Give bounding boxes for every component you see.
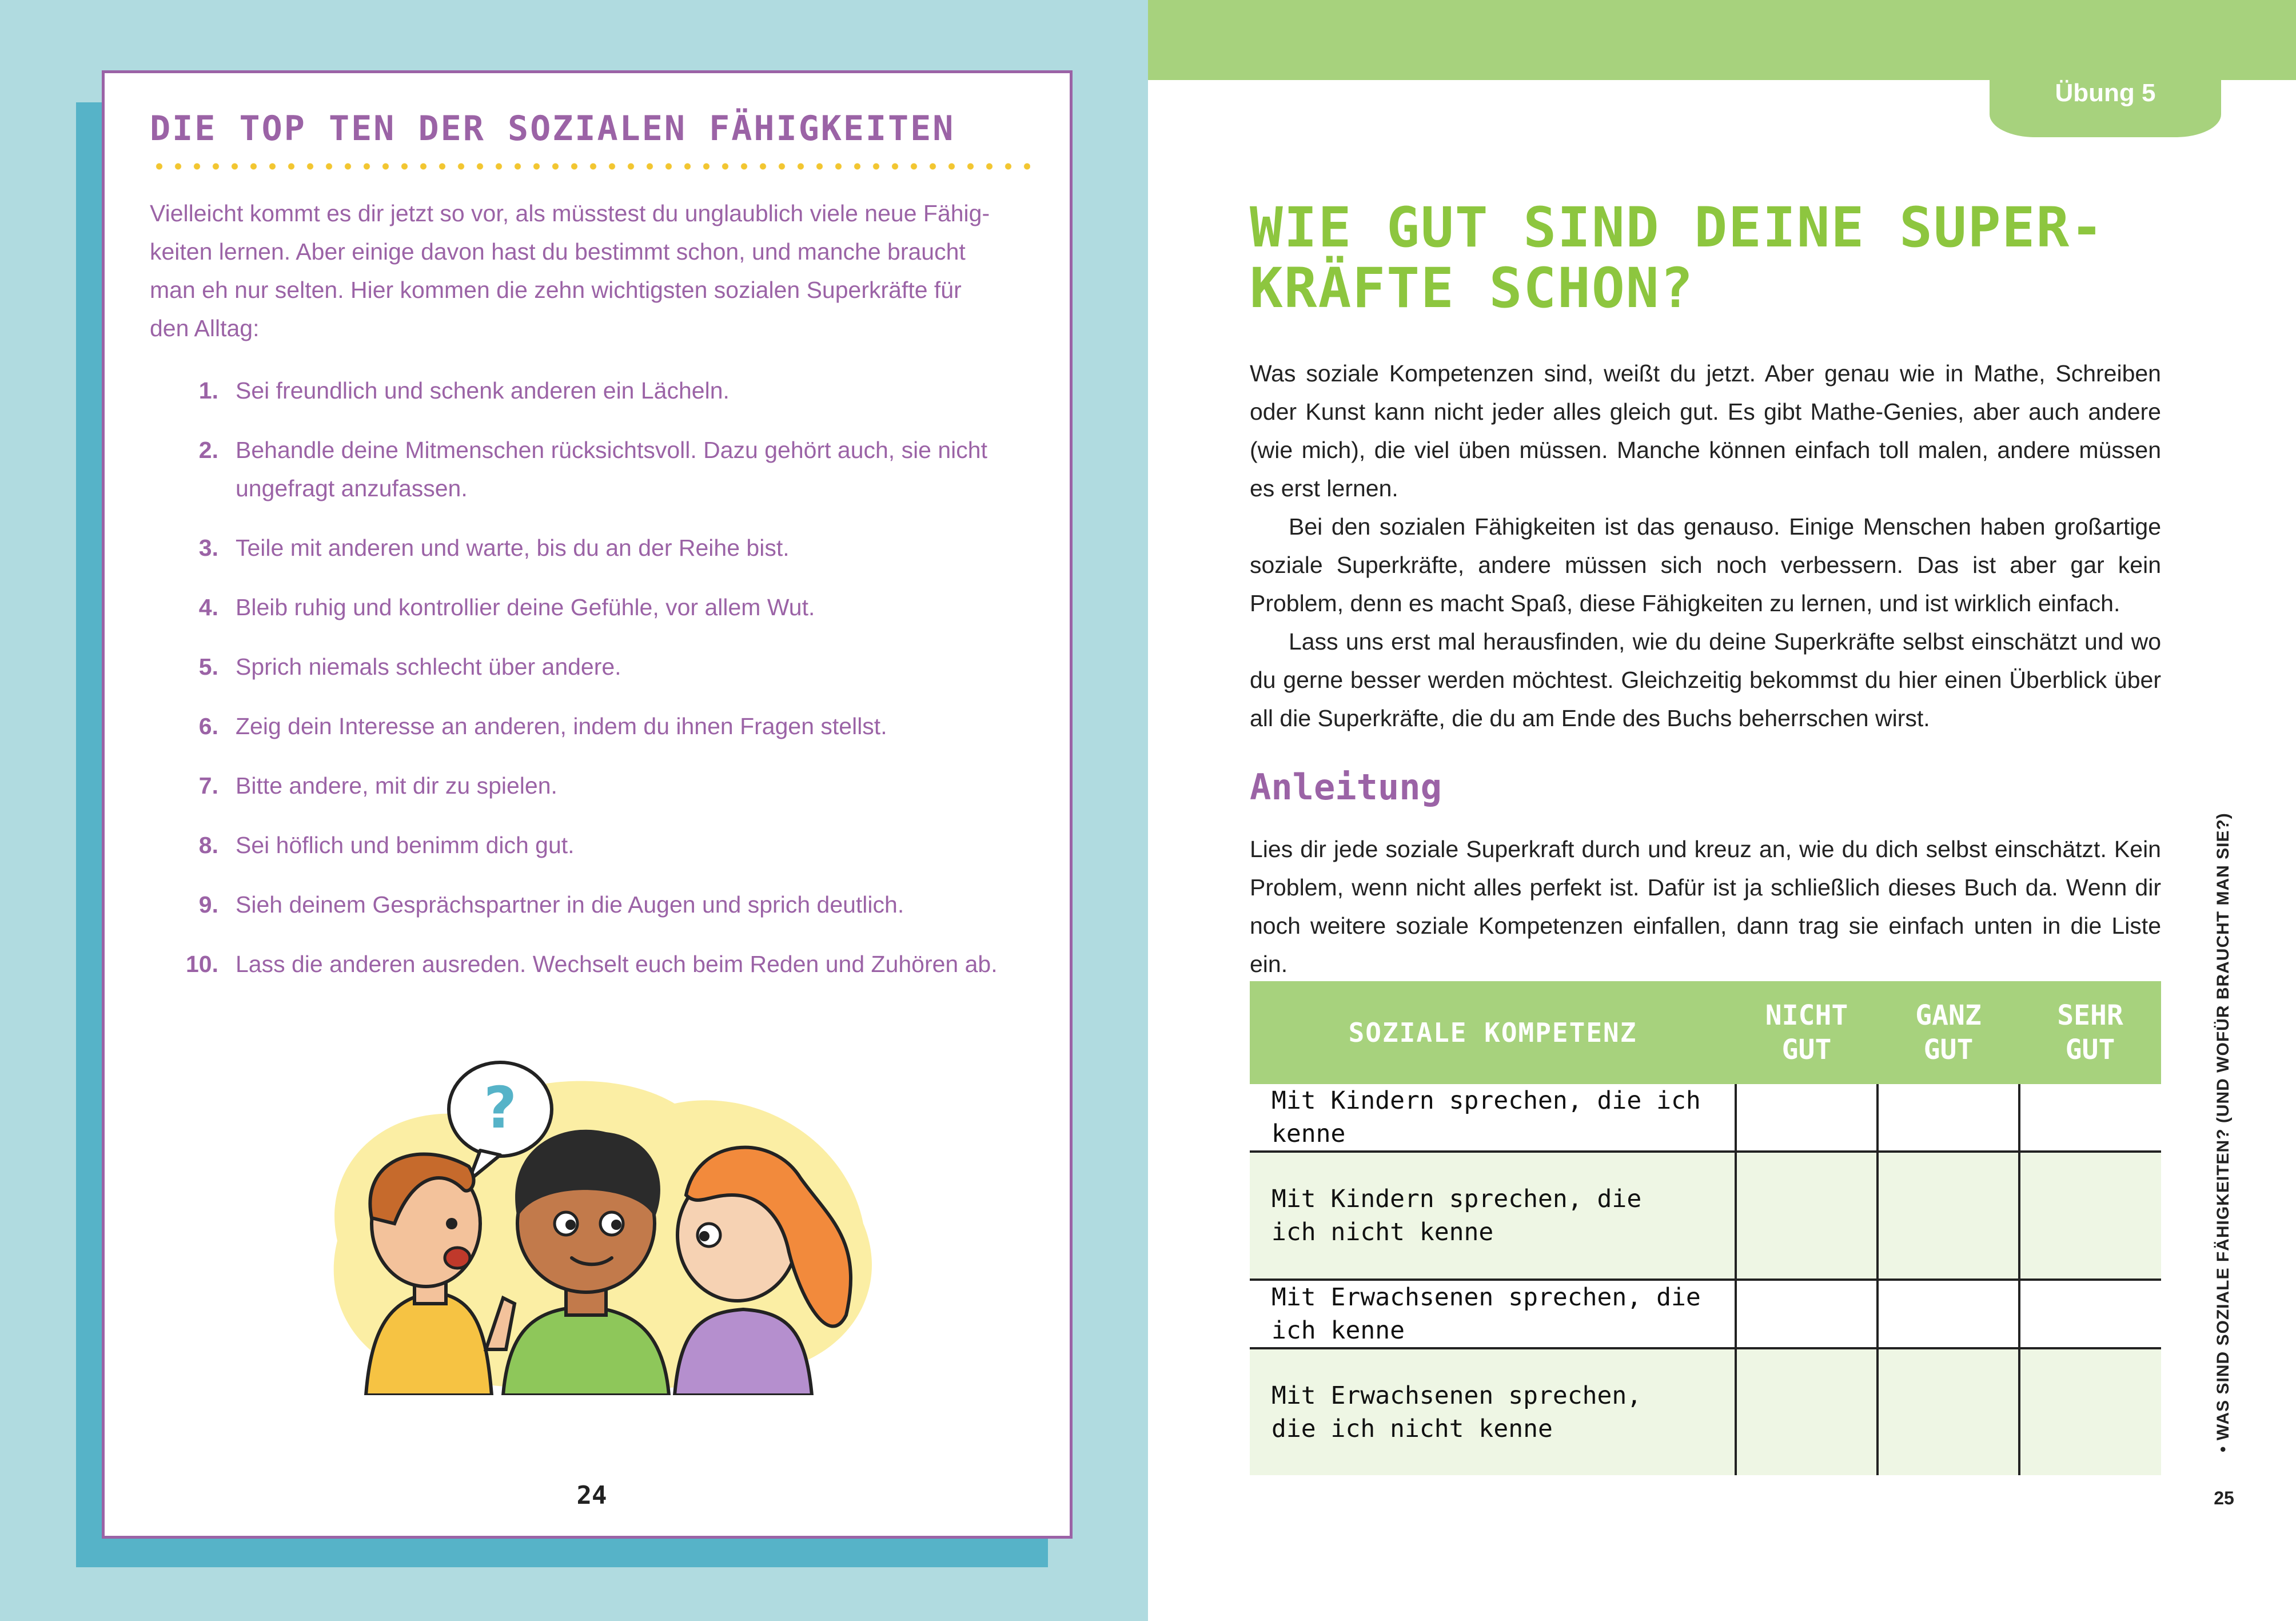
header-line: GUT: [1781, 1034, 1832, 1066]
list-number: 9.: [198, 891, 218, 918]
header-line: NICHT: [1765, 999, 1848, 1031]
table-row: [1250, 1084, 2161, 1152]
list-item: [172, 431, 1041, 508]
list-text: Bitte andere, mit dir zu spielen.: [236, 772, 557, 799]
list-item: [172, 372, 1041, 410]
list-number: 2.: [198, 437, 218, 463]
list-text: Sieh deinem Gesprächspartner in die Augen und sprich deutlich.: [236, 891, 904, 918]
table-header-row: [1250, 981, 2161, 1084]
instructions-text: Lies dir jede soziale Superkraft durch und kreuz an, wie du dich selbst einschätzt. Kein Problem, wenn nicht alles perfekt ist. Dafür ist ja schließlich dieses Buch da. Wenn dir noch weitere soziale Kompetenzen einfallen, dann trag sie einfach unten in die Liste ein.: [1250, 836, 2161, 977]
list-number: 6.: [198, 713, 218, 739]
list-item: [172, 945, 1041, 983]
title-line: KRÄFTE SCHON?: [1250, 256, 1695, 320]
skill-text: Mit Erwachsenen sprechen,: [1271, 1381, 1642, 1410]
section-title: DIE TOP TEN DER SOZIALEN FÄHIGKEITEN: [150, 109, 955, 149]
checkbox-very-good[interactable]: [2019, 1152, 2161, 1280]
checkbox-not-good[interactable]: [1736, 1348, 1878, 1475]
page-number-right: 25: [2214, 1488, 2234, 1508]
table-row: [1250, 1280, 2161, 1348]
checkbox-not-good[interactable]: [1736, 1280, 1878, 1348]
checkbox-very-good[interactable]: [2019, 1280, 2161, 1348]
list-number: 1.: [198, 377, 218, 404]
skills-table: [1250, 981, 2161, 1475]
list-text: Sprich niemals schlecht über andere.: [236, 654, 621, 680]
list-text: Behandle deine Mitmenschen rücksichtsvoll. Dazu gehört auch, sie nicht ungefragt anzufassen.: [236, 437, 987, 501]
list-number: 10.: [186, 951, 218, 977]
header-skill: SOZIALE KOMPETENZ: [1250, 981, 1736, 1084]
list-item: [172, 886, 1041, 924]
table-row: [1250, 1348, 2161, 1475]
list-text: Teile mit anderen und warte, bis du an der Reihe bist.: [236, 535, 790, 561]
list-text: Bleib ruhig und kontrollier deine Gefühle, vor allem Wut.: [236, 594, 815, 620]
title-line: WIE GUT SIND DEINE SUPER-: [1250, 196, 2104, 260]
header-not-good: [1736, 981, 1878, 1084]
instructions-heading: Anleitung: [1250, 766, 1442, 808]
header-line: GUT: [1923, 1034, 1974, 1066]
skill-cell: [1250, 1152, 1736, 1280]
paragraph: Bei den sozialen Fähigkeiten ist das genauso. Einige Menschen haben großartige soziale Superkräfte, andere müssen sich noch verbessern. Das ist aber gar kein Problem, denn es macht Spaß, diese Fähigkeiten zu lernen, und ist wirklich einfach.: [1250, 513, 2161, 616]
list-item: [172, 826, 1041, 865]
header-line: GUT: [2065, 1034, 2115, 1066]
exercise-tab-label: Übung 5: [2055, 79, 2156, 107]
skill-text: Mit Kindern sprechen, die: [1271, 1185, 1642, 1213]
question-mark: ?: [483, 1074, 517, 1141]
list-item: [172, 707, 1041, 746]
skill-cell: [1250, 1348, 1736, 1475]
list-text: Sei höflich und benimm dich gut.: [236, 832, 575, 858]
top-ten-list: [172, 372, 1041, 1005]
list-item: [172, 588, 1041, 627]
checkbox-not-good[interactable]: [1736, 1152, 1878, 1280]
list-number: 7.: [198, 772, 218, 799]
paragraph: Lass uns erst mal herausfinden, wie du deine Superkräfte selbst einschätzt und wo du gerne besser werden möchtest. Gleichzeitig bekommst du hier einen Überblick über all die Superkräfte, die du am Ende des Buchs beherrschen wirst.: [1250, 628, 2161, 731]
skill-text: Mit Erwachsenen sprechen, die ich kenne: [1271, 1283, 1701, 1345]
list-item: [172, 767, 1041, 805]
list-number: 8.: [198, 832, 218, 858]
header-quite-good: [1878, 981, 2019, 1084]
checkbox-very-good[interactable]: [2019, 1084, 2161, 1152]
skill-cell: [1250, 1280, 1736, 1348]
checkbox-quite-good[interactable]: [1878, 1280, 2019, 1348]
list-item: [172, 529, 1041, 567]
intro-line: keiten lernen. Aber einige davon hast du bestimmt schon, und manche braucht: [150, 238, 966, 265]
table-row: [1250, 1152, 2161, 1280]
skill-text: die ich nicht kenne: [1271, 1415, 1553, 1443]
page-number-left: 24: [576, 1481, 607, 1510]
kids-illustration: [297, 1052, 892, 1395]
header-line: SEHR: [2057, 999, 2123, 1031]
running-header: • WAS SIND SOZIALE FÄHIGKEITEN? (UND WOFÜR BRAUCHT MAN SIE?): [2214, 813, 2233, 1452]
skill-cell: [1250, 1084, 1736, 1152]
skill-text: Mit Kindern sprechen, die ich kenne: [1271, 1086, 1701, 1148]
intro-line: Vielleicht kommt es dir jetzt so vor, als müsstest du unglaublich viele neue Fähig-: [150, 200, 990, 226]
list-number: 5.: [198, 654, 218, 680]
page-title: [1250, 197, 2104, 318]
intro-text: [150, 194, 1025, 348]
list-text: Lass die anderen ausreden. Wechselt euch beim Reden und Zuhören ab.: [236, 951, 998, 977]
boy-middle: [503, 1130, 669, 1395]
intro-line: man eh nur selten. Hier kommen die zehn wichtigsten sozialen Superkräfte für: [150, 277, 962, 303]
list-item: [172, 648, 1041, 686]
checkbox-not-good[interactable]: [1736, 1084, 1878, 1152]
list-text: Zeig dein Interesse an anderen, indem du ihnen Fragen stellst.: [236, 713, 887, 739]
paragraph: Was soziale Kompetenzen sind, weißt du jetzt. Aber genau wie in Mathe, Schreiben oder Kunst kann nicht jeder alles gleich gut. Es gibt Mathe-Genies, aber auch andere (wie mich), die viel üben müssen. Manche können einfach toll malen, andere müssen es erst lernen.: [1250, 360, 2161, 501]
checkbox-quite-good[interactable]: [1878, 1152, 2019, 1280]
dotted-divider: [150, 162, 1030, 170]
header-very-good: [2019, 981, 2161, 1084]
checkbox-quite-good[interactable]: [1878, 1084, 2019, 1152]
skill-text: ich nicht kenne: [1271, 1218, 1494, 1246]
body-text: [1250, 355, 2161, 738]
list-number: 4.: [198, 594, 218, 620]
header-line: GANZ: [1915, 999, 1982, 1031]
checkbox-very-good[interactable]: [2019, 1348, 2161, 1475]
list-text: Sei freundlich und schenk anderen ein Lächeln.: [236, 377, 730, 404]
list-number: 3.: [198, 535, 218, 561]
checkbox-quite-good[interactable]: [1878, 1348, 2019, 1475]
intro-line: den Alltag:: [150, 315, 260, 341]
